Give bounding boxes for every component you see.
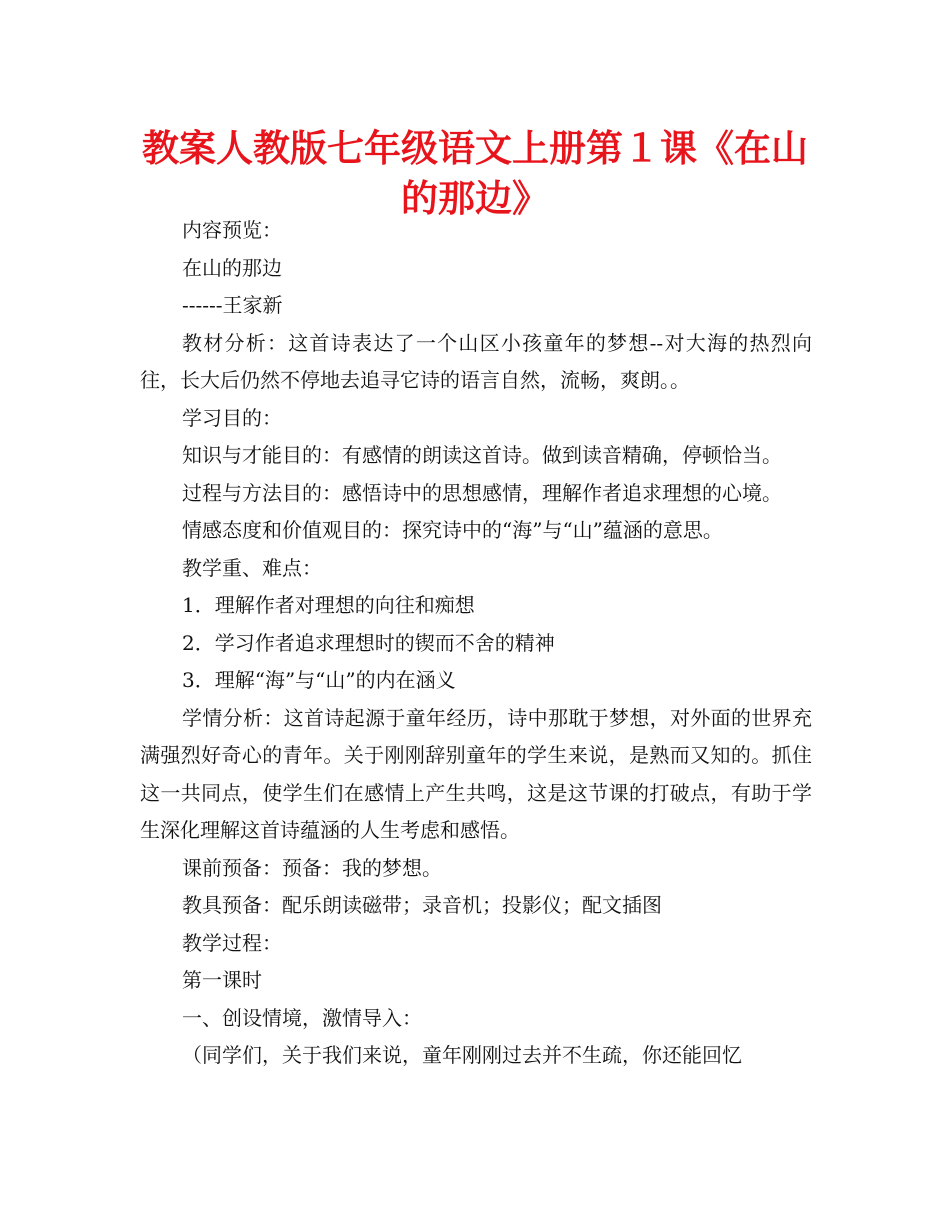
- paragraph: （同学们，关于我们来说，童年刚刚过去并不生疏，你还能回忆: [182, 1043, 742, 1067]
- paragraph: ------王家新: [182, 293, 283, 317]
- paragraph: 教学重、难点：: [182, 555, 322, 580]
- paragraph: 学情分析：这首诗起源于童年经历，诗中那耽于梦想，对外面的世界充满强烈好奇心的青年。关于刚刚辞别童年的学生来说，是熟而又知的。抓住这一共同点，使学生们在感情上产生共鸣，这是这节课的打破点，有助于学生深化理解这首诗蕴涵的人生考虑和感悟。: [140, 705, 812, 842]
- paragraph: 知识与才能目的：有感情的朗读这首诗。做到读音精确，停顿恰当。: [182, 443, 782, 467]
- paragraph: 教材分析：这首诗表达了一个山区小孩童年的梦想--对大海的热烈向往，长大后仍然不停地去追寻它诗的语言自然，流畅，爽朗。。: [140, 330, 812, 392]
- paragraph: 情感态度和价值观目的：探究诗中的“海”与“山”蕴涵的意思。: [182, 518, 723, 542]
- paragraph: 教具预备：配乐朗读磁带；录音机；投影仪；配文插图: [182, 893, 662, 917]
- paragraph: 学习目的：: [182, 405, 282, 430]
- paragraph: 1．理解作者对理想的向往和痴想: [182, 593, 475, 617]
- paragraph: 在山的那边: [182, 255, 282, 280]
- title-line-2: 的那边》: [401, 177, 549, 220]
- paragraph: 3．理解“海”与“山”的内在涵义: [182, 668, 456, 692]
- paragraph: 第一课时: [182, 968, 262, 992]
- paragraph: 一、创设情境，激情导入：: [182, 1005, 422, 1030]
- document-body: [140, 212, 812, 1075]
- paragraph: 内容预览：: [182, 218, 282, 242]
- title-line-1: 教案人教版七年级语文上册第１课《在山: [142, 127, 808, 170]
- paragraph: 过程与方法目的：感悟诗中的思想感情，理解作者追求理想的心境。: [182, 480, 782, 505]
- paragraph: 教学过程：: [182, 930, 282, 955]
- document-title: [140, 124, 810, 224]
- paragraph: 2．学习作者追求理想时的锲而不舍的精神: [182, 630, 555, 655]
- paragraph: 课前预备：预备：我的梦想。: [182, 855, 442, 880]
